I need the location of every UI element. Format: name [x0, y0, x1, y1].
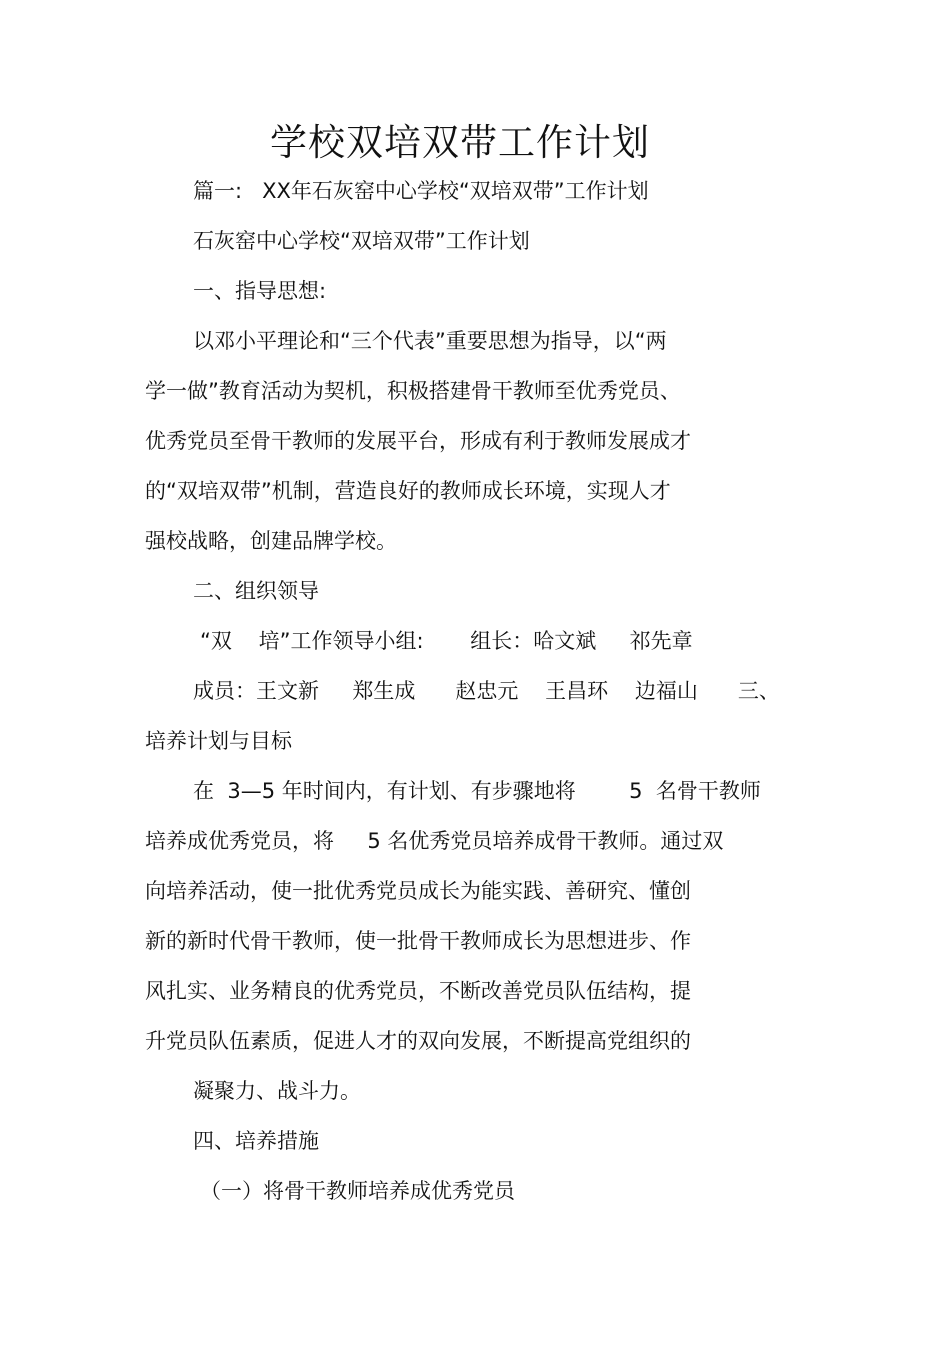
leadership-line: “双 培”工作领导小组: 组长：哈文斌 祁先章 [200, 629, 693, 653]
paragraph-line: 新的新时代骨干教师，使一批骨干教师成长为思想进步、作 [145, 929, 691, 953]
paragraph-line: 凝聚力、战斗力。 [193, 1079, 361, 1103]
paragraph-line: 培养成优秀党员，将 5 名优秀党员培养成骨干教师。通过双 [145, 829, 724, 853]
paragraph-line: 强校战略，创建品牌学校。 [145, 529, 397, 553]
paragraph-line: 学一做”教育活动为契机，积极搭建骨干教师至优秀党员、 [145, 379, 681, 403]
section-heading-1: 一、指导思想: [193, 279, 327, 303]
section-heading-2: 二、组织领导 [193, 579, 319, 603]
plan-heading: 石灰窑中心学校“双培双带”工作计划 [193, 229, 530, 253]
paragraph-line: 优秀党员至骨干教师的发展平台，形成有利于教师发展成才 [145, 429, 691, 453]
paragraph-line: 以邓小平理论和“三个代表”重要思想为指导，以“两 [193, 329, 667, 353]
paragraph-line: 风扎实、业务精良的优秀党员，不断改善党员队伍结构，提 [145, 979, 691, 1003]
document-title: 学校双培双带工作计划 [270, 121, 650, 164]
section-heading-3: 培养计划与目标 [145, 729, 292, 753]
members-line: 成员：王文新 郑生成 赵忠元 王昌环 边福山 三、 [193, 679, 780, 703]
paragraph-line: 的“双培双带”机制，营造良好的教师成长环境，实现人才 [145, 479, 671, 503]
paragraph-line: 向培养活动，使一批优秀党员成长为能实践、善研究、懂创 [145, 879, 691, 903]
paragraph-line: 升党员队伍素质，促进人才的双向发展，不断提高党组织的 [145, 1029, 691, 1053]
section-heading-4: 四、培养措施 [193, 1129, 319, 1153]
subtitle-line: 篇一: XX年石灰窑中心学校“双培双带”工作计划 [193, 179, 649, 203]
subsection-heading: （一）将骨干教师培养成优秀党员 [200, 1179, 515, 1203]
paragraph-line: 在 3—5 年时间内，有计划、有步骤地将 5 名骨干教师 [193, 779, 761, 803]
